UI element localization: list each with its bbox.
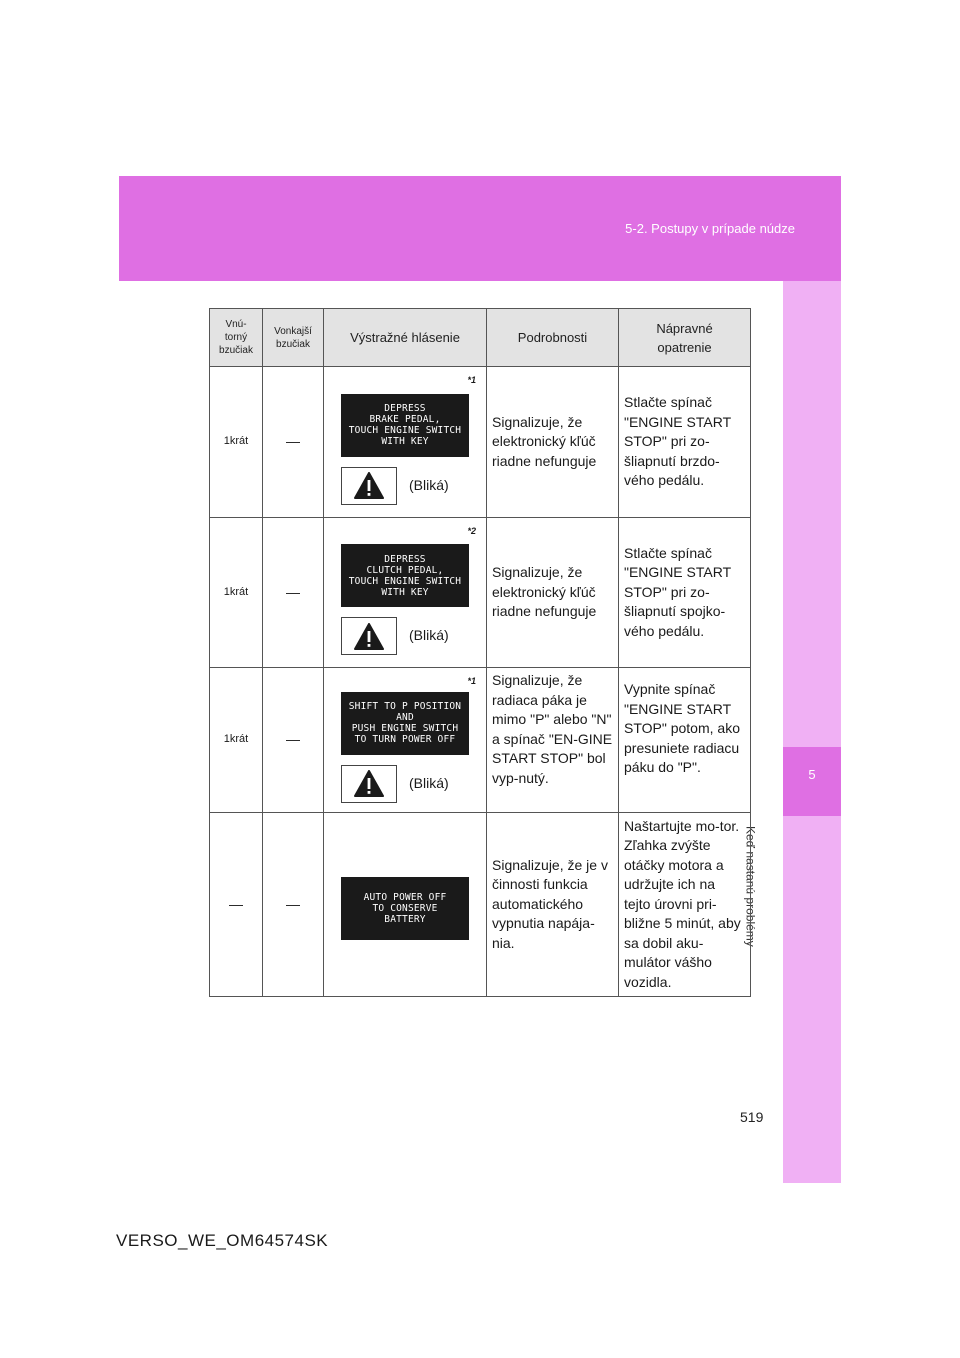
blink-label: (Bliká) [409,774,449,791]
section-title: 5-2. Postupy v prípade núdze [625,221,795,236]
warning-message-cell [324,668,487,813]
display-screen: SHIFT TO P POSITION AND PUSH ENGINE SWITCH TO TURN POWER OFF [341,692,469,755]
internal-buzzer-cell: 1krát [210,518,263,668]
header-warning-message: Výstražné hlásenie [324,309,487,367]
action-cell: Vypnite spínač "ENGINE START STOP" potom, ako presuniete radiacu páku do "P". [619,668,751,813]
footnote-marker: *1 [467,375,476,385]
external-buzzer-cell: — [263,813,324,997]
internal-buzzer-cell: 1krát [210,367,263,518]
internal-buzzer-cell: 1krát [210,668,263,813]
table-row [210,518,751,668]
action-cell: Stlačte spínač "ENGINE START STOP" pri zo-šliapnutí brzdo-vého pedálu. [619,367,751,518]
blink-label: (Bliká) [409,627,449,644]
document-code: VERSO_WE_OM64574SK [116,1231,329,1250]
warning-triangle-icon [341,765,397,803]
details-cell: Signalizuje, že elektronický kľúč riadne nefunguje [487,367,619,518]
header-internal-buzzer: Vnú- torný bzučiak [210,309,263,367]
action-cell: Stlačte spínač "ENGINE START STOP" pri zo-šliapnutí spojko-vého pedálu. [619,518,751,668]
display-screen: DEPRESS BRAKE PEDAL, TOUCH ENGINE SWITCH WITH KEY [341,394,469,457]
details-cell: Signalizuje, že radiaca páka je mimo "P" alebo "N" a spínač "EN-GINE START STOP" bol vyp-nutý. [487,668,619,813]
warning-triangle-icon [341,617,397,655]
chapter-title-container [743,826,837,1026]
warning-triangle-icon [341,467,397,505]
display-screen: DEPRESS CLUTCH PEDAL, TOUCH ENGINE SWITCH WITH KEY [341,544,469,607]
external-buzzer-cell: — [263,668,324,813]
header-corrective-action: Nápravné opatrenie [619,309,751,367]
display-screen: AUTO POWER OFF TO CONSERVE BATTERY [341,877,469,940]
warning-messages-table [209,308,751,997]
internal-buzzer-cell: — [210,813,263,997]
table-header-row [210,309,751,367]
chapter-title: Keď nastanú problémy [743,826,758,947]
action-cell: Naštartujte mo-tor. Zľahka zvýšte otáčky motora a udržujte ich na tejto úrovni pri-bližne 5 minút, aby sa dobil aku-mulátor vášho vozidla. [619,813,751,997]
page-number: 519 [740,1109,764,1125]
external-buzzer-cell: — [263,518,324,668]
table-row [210,367,751,518]
external-buzzer-cell: — [263,367,324,518]
header-band [119,176,841,281]
warning-message-cell [324,518,487,668]
footnote-marker: *1 [467,676,476,686]
warning-message-cell [324,813,487,997]
chapter-marker [783,747,841,816]
details-cell: Signalizuje, že je v činnosti funkcia automatického vypnutia napája-nia. [487,813,619,997]
chapter-number: 5 [808,767,816,782]
footnote-marker: *2 [467,526,476,536]
details-cell: Signalizuje, že elektronický kľúč riadne nefunguje [487,518,619,668]
table-row [210,813,751,997]
warning-message-cell [324,367,487,518]
table-row [210,668,751,813]
header-external-buzzer: Vonkajší bzučiak [263,309,324,367]
blink-label: (Bliká) [409,476,449,493]
header-details: Podrobnosti [487,309,619,367]
